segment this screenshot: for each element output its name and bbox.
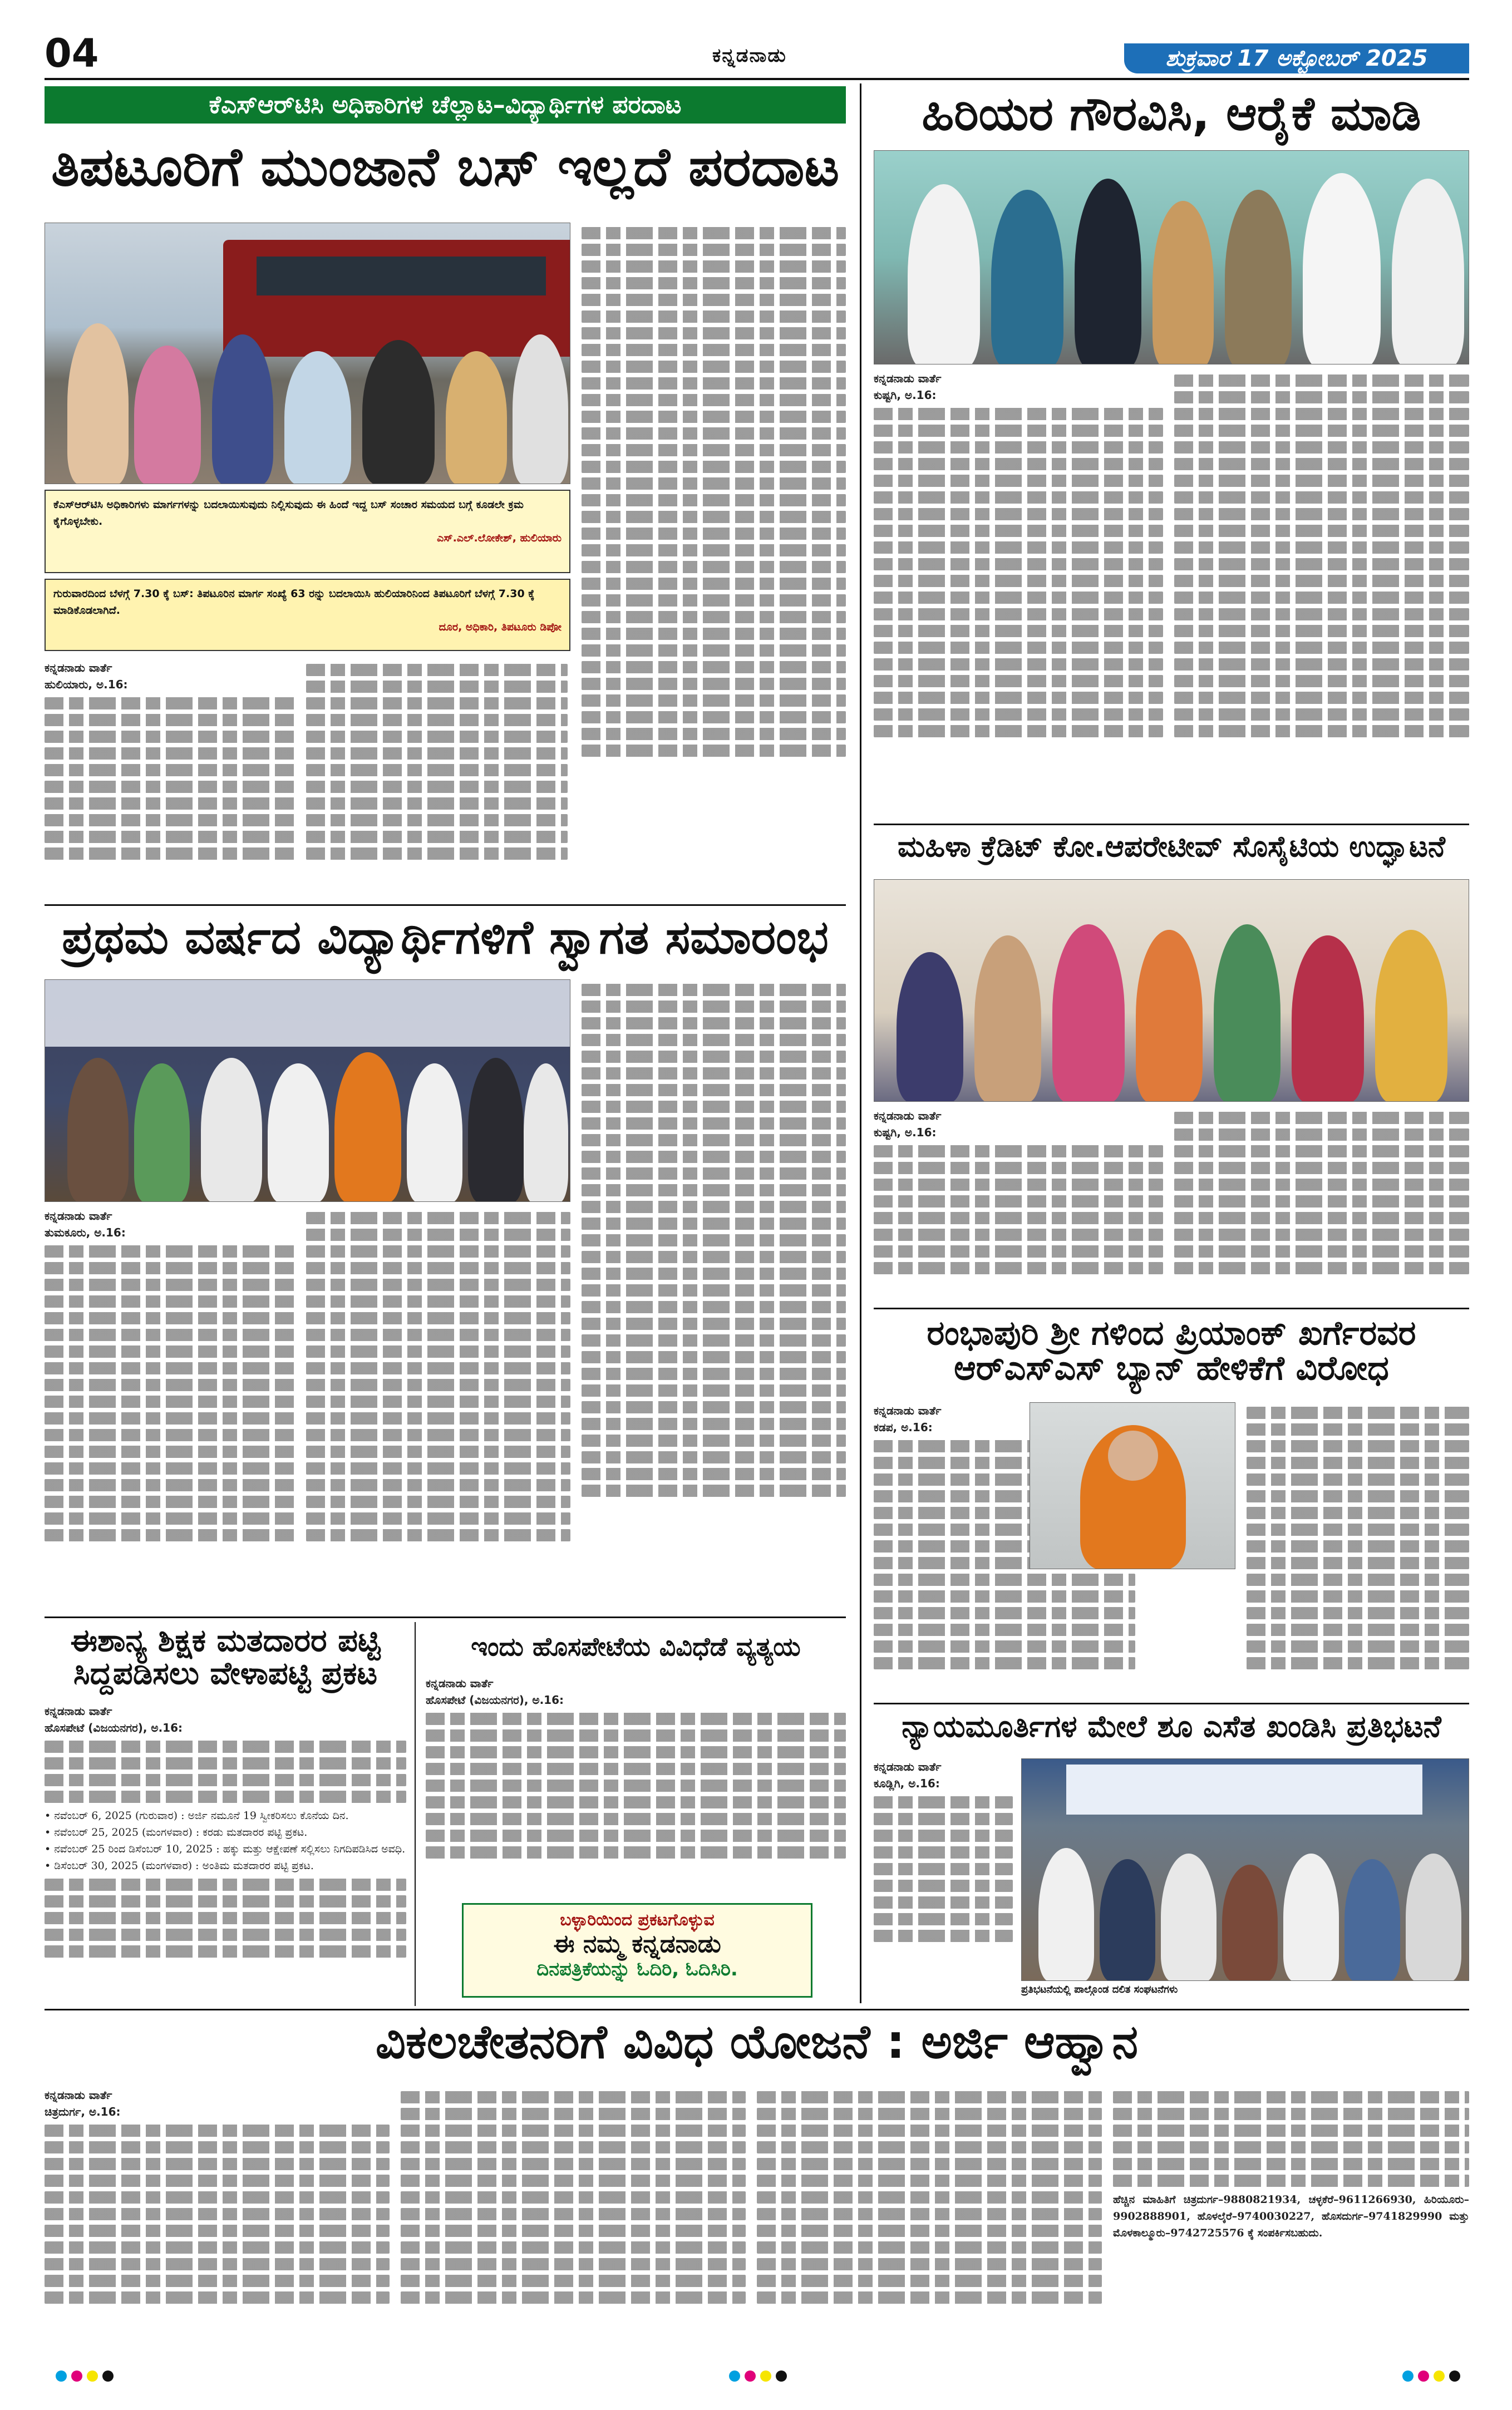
- print-registration-right: [1402, 2370, 1460, 2382]
- protester-figure: [1283, 1854, 1339, 1981]
- print-dot: [776, 2370, 787, 2382]
- woman-figure: [1214, 924, 1280, 1102]
- print-dot: [1449, 2370, 1460, 2382]
- elders-headline: ಹಿರಿಯರ ಗೌರವಿಸಿ, ಆರೈಕೆ ಮಾಡಿ: [922, 86, 1421, 141]
- protest-caption: ಪ್ರತಿಭಟನೆಯಲ್ಲಿ ಪಾಲ್ಗೊಂಡ ದಲಿತ ಸಂಘಟನೆಗಳು: [1021, 1984, 1178, 1995]
- welcome-col-1: [45, 1208, 295, 1614]
- bus-headline: ತಿಪಟೂರಿಗೆ ಮುಂಜಾನೆ ಬಸ್ ಇಲ್ಲದೆ ಪರದಾಟ: [51, 136, 840, 198]
- rambhapuri-headline: ರಂಭಾಪುರಿ ಶ್ರೀ ಗಳಿಂದ ಪ್ರಿಯಾಂಕ್ ಖರ್ಗೆರವರ ಆರ್‌ಎಸ್‌ಎಸ್ ಬ್ಯಾನ್ ಹೇಳಿಕೆಗೆ ವಿರೋಧ: [927, 1314, 1416, 1388]
- guest-figure: [1303, 173, 1381, 364]
- print-dot: [1434, 2370, 1445, 2382]
- woman-figure: [1052, 924, 1125, 1102]
- woman-figure: [974, 935, 1041, 1102]
- disabled-col-1: [45, 2087, 390, 2348]
- print-dot: [87, 2370, 98, 2382]
- section-rule: [45, 1616, 846, 1618]
- rambhapuri-col-2: [1247, 1402, 1469, 1714]
- student-figure: [67, 323, 129, 484]
- bus-windows: [257, 257, 546, 295]
- bus-info-box: [45, 490, 570, 573]
- welcome-col-2: [306, 1208, 570, 1614]
- time-text: ಗುರುವಾರದಿಂದ ಬೆಳಗ್ಗೆ 7.30 ಕ್ಕೆ ಬಸ್: ತಿಪಟೂರಿನ ಮಾರ್ಗ ಸಂಖ್ಯೆ 63 ರನ್ನು ಬದಲಾಯಿಸಿ ಹುಲಿಯಾರಿನಿಂದ ತಿಪಟೂರಿಗೆ ಬೆಳಗ್ಗೆ 7.30 ಕ್ಕೆ ಮಾಡಿಕೊಡಲಾಗಿದೆ.: [53, 588, 535, 617]
- credit-byline: ಕನ್ನಡನಾಡು ವಾರ್ತೆ: [874, 1109, 942, 1122]
- guest-figure: [1153, 201, 1214, 364]
- protester-figure: [1344, 1859, 1400, 1981]
- guest-figure: [134, 1063, 190, 1202]
- schedule-item: • ನವೆಂಬರ್ 25, 2025 (ಮಂಗಳವಾರ) : ಕರಡು ಮತದಾರರ ಪಟ್ಟಿ ಪ್ರಕಟ.: [45, 1826, 308, 1839]
- woman-figure: [1136, 930, 1203, 1102]
- guest-figure: [524, 1063, 568, 1202]
- swamiji-photo: [1030, 1402, 1235, 1569]
- disabled-col-3: [757, 2087, 1102, 2348]
- schedule-item: • ನವೆಂಬರ್ 25 ರಿಂದ ಡಿಸೆಂಬರ್ 10, 2025 : ಹಕ್ಕು ಮತ್ತು ಆಕ್ಷೇಪಣೆ ಸಲ್ಲಿಸಲು ನಿಗದಿಪಡಿಸಿದ ಅವಧಿ.: [45, 1843, 406, 1855]
- power-dateline: ಹೊಸಪೇಟೆ (ವಿಜಯನಗರ), ಅ.16:: [426, 1693, 564, 1707]
- guest-figure: [268, 1063, 329, 1202]
- student-figure: [284, 351, 351, 484]
- guest-figure: [407, 1063, 462, 1202]
- time-sig: ದೂರ, ಅಧಿಕಾರಿ, ತಿಪಟೂರು ಡಿಪೋ: [439, 621, 562, 633]
- welcome-byline: ಕನ್ನಡನಾಡು ವಾರ್ತೆ: [45, 1209, 112, 1223]
- bus-col-3: [582, 223, 846, 899]
- elders-photo: [874, 150, 1469, 364]
- protester-figure: [1161, 1854, 1217, 1981]
- voters-headline: ಈಶಾನ್ಯ ಶಿಕ್ಷಕ ಮತದಾರರ ಪಟ್ಟಿ ಸಿದ್ದಪಡಿಸಲು ವೇಳಾಪಟ್ಟಿ ಪ್ರಕಟ: [70, 1623, 381, 1692]
- credit-dateline: ಕುಷ್ಟಗಿ, ಅ.16:: [874, 1126, 937, 1139]
- print-dot: [102, 2370, 114, 2382]
- section-rule: [45, 2009, 1469, 2010]
- print-dot: [71, 2370, 82, 2382]
- print-dot: [56, 2370, 67, 2382]
- credit-photo: [874, 879, 1469, 1102]
- student-figure: [212, 334, 273, 484]
- voters-byline: ಕನ್ನಡನಾಡು ವಾರ್ತೆ: [45, 1704, 112, 1718]
- info-text: ಕೆಎಸ್‌ಆರ್‌ಟಿಸಿ ಅಧಿಕಾರಿಗಳು ಮಾರ್ಗಗಳನ್ನು ಬದಲಾಯಿಸುವುದು ನಿಲ್ಲಿಸುವುದು ಈ ಹಿಂದೆ ಇದ್ದ ಬಸ್ ಸಂಚಾರ ಸಮಯದ ಬಗ್ಗೆ ಕೂಡಲೇ ಕ್ರಮ ಕೈಗೊಳ್ಳಬೇಕು.: [53, 499, 524, 528]
- disabled-phone: ಹೆಚ್ಚಿನ ಮಾಹಿತಿಗೆ ಚಿತ್ರದುರ್ಗ–9880821934, ಚಳ್ಳಕೆರೆ–9611266930, ಹಿರಿಯೂರು–9902888901, ಹೊಳಲ್ಕೆರೆ–9740030227, ಹೊಸದುರ್ಗ–9741829990 ಮತ್ತು ಮೊಳಕಾಲ್ಮೂರು–9742725576 ಕ್ಕೆ ಸಂಪರ್ಕಿಸಬಹುದು.: [1113, 2194, 1469, 2239]
- bus-col-1: [45, 659, 295, 899]
- protester-figure: [1406, 1854, 1461, 1981]
- student-figure: [362, 340, 435, 484]
- credit-headline: ಮಹಿಳಾ ಕ್ರೆಡಿಟ್ ಕೋ.ಆಪರೇಟೀವ್ ಸೊಸೈಟಿಯ ಉದ್ಘಾಟನೆ: [898, 830, 1445, 864]
- woman-figure: [897, 952, 963, 1102]
- guest-figure: [67, 1058, 129, 1202]
- section-rule: [874, 1703, 1469, 1704]
- bus-photo: [45, 223, 570, 484]
- welcome-photo: [45, 979, 570, 1202]
- print-dot: [1418, 2370, 1429, 2382]
- print-registration-left: [56, 2370, 114, 2382]
- print-dot: [745, 2370, 756, 2382]
- justice-headline: ನ್ಯಾಯಮೂರ್ತಿಗಳ ಮೇಲೆ ಶೂ ಎಸೆತ ಖಂಡಿಸಿ ಪ್ರತಿಭಟನೆ: [902, 1709, 1441, 1744]
- elders-col-1: [874, 370, 1163, 821]
- student-figure: [446, 351, 507, 484]
- column-rule: [860, 83, 861, 2003]
- bus-col-2: [306, 659, 568, 899]
- guest-figure: [991, 190, 1063, 364]
- bus-byline: ಕನ್ನಡನಾಡು ವಾರ್ತೆ: [45, 661, 112, 674]
- guest-figure: [908, 184, 980, 364]
- power-byline: ಕನ್ನಡನಾಡು ವಾರ್ತೆ: [426, 1677, 494, 1690]
- justice-dateline: ಕೂಡ್ಲಿಗಿ, ಅ.16:: [874, 1777, 940, 1790]
- disabled-byline: ಕನ್ನಡನಾಡು ವಾರ್ತೆ: [45, 2088, 112, 2102]
- student-figure: [513, 334, 568, 484]
- section-rule: [45, 904, 846, 906]
- bus-dateline: ಹುಲಿಯಾರು, ಅ.16:: [45, 678, 128, 691]
- rambhapuri-byline: ಕನ್ನಡನಾಡು ವಾರ್ತೆ: [874, 1404, 942, 1417]
- elders-col-2: [1174, 370, 1469, 821]
- masthead-rule: [45, 78, 1469, 80]
- woman-figure: [1375, 930, 1447, 1102]
- police-figure: [1225, 190, 1292, 364]
- power-col: [426, 1675, 846, 1892]
- bus-time-box: [45, 579, 570, 651]
- disabled-headline: ವಿಕಲಚೇತನರಿಗೆ ವಿವಿಧ ಯೋಜನೆ : ಅರ್ಜಿ ಆಹ್ವಾನ: [375, 2014, 1139, 2069]
- bus-kicker: ಕೆಎಸ್‌ಆರ್‌ಟಿಸಿ ಅಧಿಕಾರಿಗಳ ಚೆಲ್ಲಾಟ–ವಿದ್ಯಾರ್ಥಿಗಳ ಪರದಾಟ: [45, 86, 846, 124]
- print-registration-center: [729, 2370, 787, 2382]
- power-headline: ಇಂದು ಹೊಸಪೇಟೆಯ ವಿವಿಧೆಡೆ ವ್ಯತ್ಯಯ: [471, 1632, 801, 1662]
- guest-figure: [1075, 179, 1141, 364]
- guest-figure: [1392, 179, 1464, 364]
- section-rule: [874, 1308, 1469, 1309]
- print-dot: [1402, 2370, 1414, 2382]
- print-dot: [760, 2370, 771, 2382]
- protest-photo: [1021, 1758, 1469, 1981]
- paper-logo: ಕನ್ನಡನಾಡು: [712, 45, 787, 67]
- swamiji-figure: [334, 1052, 401, 1202]
- face-shape: [1108, 1431, 1158, 1481]
- protester-figure: [1038, 1848, 1094, 1981]
- rambhapuri-dateline: ಕಡಪ, ಅ.16:: [874, 1421, 933, 1434]
- welcome-headline: ಪ್ರಥಮ ವರ್ಷದ ವಿದ್ಯಾರ್ಥಿಗಳಿಗೆ ಸ್ವಾಗತ ಸಮಾರಂಭ: [62, 910, 829, 964]
- justice-col: [874, 1758, 1013, 2003]
- disabled-dateline: ಚಿತ್ರದುರ್ಗ, ಅ.16:: [45, 2105, 121, 2118]
- promo-line-3: ದಿನಪತ್ರಿಕೆಯನ್ನು ಓದಿರಿ, ಓದಿಸಿರಿ.: [536, 1958, 738, 1980]
- info-sig: ಎಸ್.ಎಲ್.ಲೋಕೇಶ್, ಹುಲಿಯಾರು: [437, 532, 562, 544]
- schedule-item: • ಡಿಸೆಂಬರ್ 30, 2025 (ಮಂಗಳವಾರ) : ಅಂತಿಮ ಮತದಾರರ ಪಟ್ಟಿ ಪ್ರಕಟ.: [45, 1860, 314, 1872]
- welcome-col-3: [582, 979, 846, 1614]
- guest-figure: [468, 1058, 524, 1202]
- column-rule: [415, 1622, 416, 2006]
- page-number: 04: [45, 31, 99, 76]
- promo-line-2: ಈ ನಮ್ಮ ಕನ್ನಡನಾಡು: [553, 1930, 721, 1958]
- welcome-dateline: ತುಮಕೂರು, ಅ.16:: [45, 1226, 126, 1239]
- promo-line-1: ಬಳ್ಳಾರಿಯಿಂದ ಪ್ರಕಟಗೊಳ್ಳುವ: [560, 1910, 715, 1930]
- promo-box: [462, 1903, 812, 1998]
- disabled-col-4: [1113, 2087, 1469, 2348]
- print-dot: [729, 2370, 740, 2382]
- schedule-item: • ನವೆಂಬರ್ 6, 2025 (ಗುರುವಾರ) : ಅರ್ಜಿ ನಮೂನೆ 19 ಸ್ವೀಕರಿಸಲು ಕೊನೆಯ ದಿನ.: [45, 1810, 349, 1822]
- credit-col-1: [874, 1107, 1163, 1308]
- woman-figure: [1292, 935, 1364, 1102]
- voters-dateline: ಹೊಸಪೇಟೆ (ವಿಜಯನಗರ), ಅ.16:: [45, 1721, 183, 1734]
- guest-figure: [201, 1058, 262, 1202]
- protester-figure: [1100, 1859, 1155, 1981]
- section-rule: [874, 824, 1469, 825]
- stage-banner: [45, 980, 570, 1047]
- date-bar: ಶುಕ್ರವಾರ 17 ಅಕ್ಟೋಬರ್ 2025: [1124, 43, 1469, 73]
- elders-byline: ಕನ್ನಡನಾಡು ವಾರ್ತೆ: [874, 372, 942, 385]
- credit-col-2: [1174, 1107, 1469, 1308]
- disabled-col-2: [401, 2087, 746, 2348]
- protester-figure: [1222, 1865, 1278, 1981]
- elders-dateline: ಕುಷ್ಟಗಿ, ಅ.16:: [874, 388, 937, 402]
- student-figure: [134, 346, 201, 484]
- protest-banner: [1066, 1765, 1422, 1815]
- justice-byline: ಕನ್ನಡನಾಡು ವಾರ್ತೆ: [874, 1760, 942, 1773]
- voters-col: [45, 1703, 406, 2009]
